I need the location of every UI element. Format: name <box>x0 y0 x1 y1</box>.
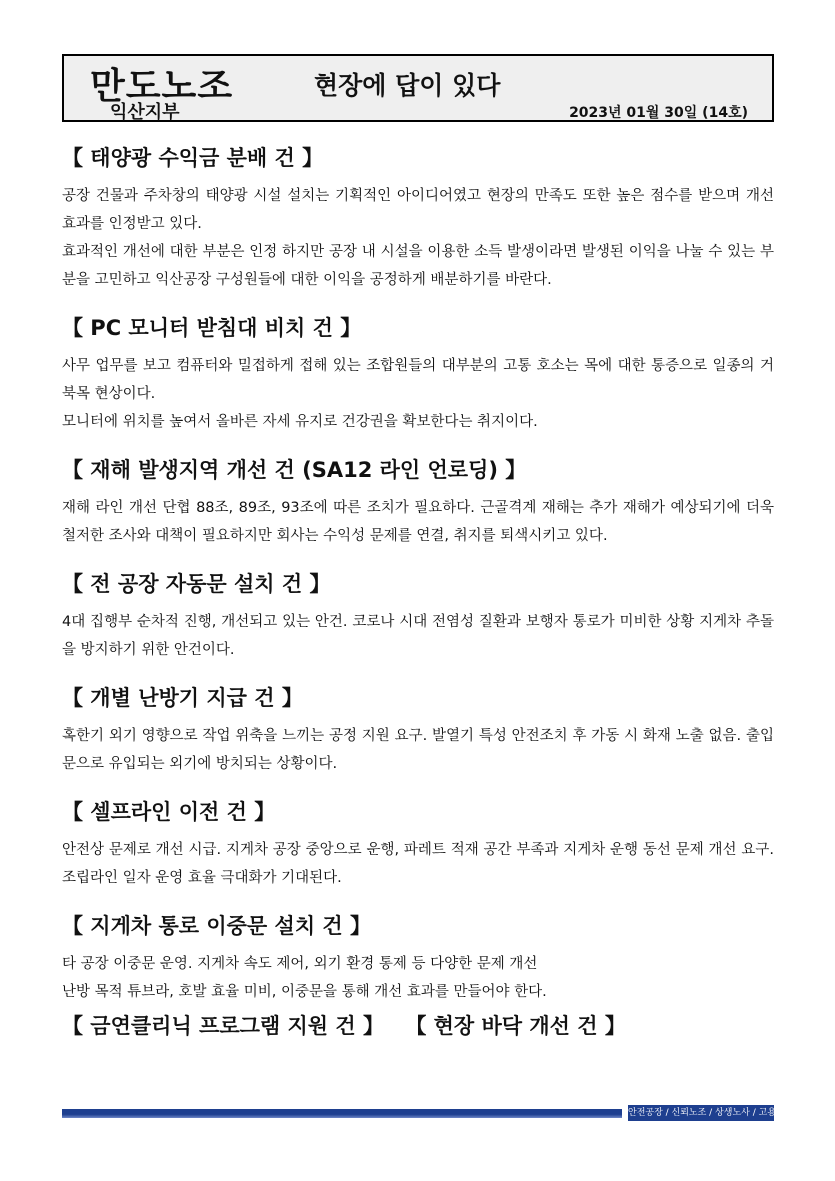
footer-bar <box>62 1109 622 1118</box>
section-heater <box>62 678 774 778</box>
section-auto-door <box>62 564 774 664</box>
section-heading: 【 재해 발생지역 개선 건 (SA12 라인 언로딩) 】 <box>62 458 527 482</box>
section-paragraph: 공장 건물과 주차창의 태양광 시설 설치는 기획적인 아이디어였고 현장의 만족도 또한 높은 점수를 받으며 개선 효과를 인정받고 있다. <box>62 188 774 232</box>
final-headings <box>62 1006 774 1046</box>
section-paragraph: 재해 라인 개선 단협 88조, 89조, 93조에 따른 조치가 필요하다. 근골격계 재해는 추가 재해가 예상되기에 더욱 철저한 조사와 대책이 필요하지만 회사는 수익성 문제를 연결, 취지를 퇴색시키고 있다. <box>62 500 774 544</box>
newsletter-header <box>62 54 774 122</box>
section-accident-area <box>62 450 774 550</box>
slogan: 현장에 답이 있다 <box>314 71 501 100</box>
branch-name: 익산지부 <box>110 102 180 123</box>
section-paragraph: 혹한기 외기 영향으로 작업 위축을 느끼는 공정 지원 요구. 발열기 특성 안전조치 후 가동 시 화재 노출 없음. 출입문으로 유입되는 외기에 방치되는 상황이다. <box>62 728 774 772</box>
section-heading: 【 개별 난방기 지급 건 】 <box>62 686 303 710</box>
section-paragraph: 사무 업무를 보고 컴퓨터와 밀접하게 접해 있는 조합원들의 대부분의 고통 호소는 목에 대한 통증으로 일종의 거북목 현상이다. <box>62 358 774 402</box>
section-heading: 【 전 공장 자동문 설치 건 】 <box>62 572 331 596</box>
section-monitor-stand <box>62 308 774 436</box>
section-paragraph: 효과적인 개선에 대한 부분은 인정 하지만 공장 내 시설을 이용한 소득 발생이라면 발생된 이익을 나눌 수 있는 부분을 고민하고 익산공장 구성원들에 대한 이익을 공정하게 배분하기를 바란다. <box>62 244 774 288</box>
section-paragraph: 4대 집행부 순차적 진행, 개선되고 있는 안건. 코로나 시대 전염성 질환과 보행자 통로가 미비한 상황 지게차 추돌을 방지하기 위한 안건이다. <box>62 614 774 658</box>
section-heading-smoking-clinic: 【 금연클리닉 프로그램 지원 건 】 <box>62 1014 384 1038</box>
section-heading: 【 태양광 수익금 분배 건 】 <box>62 146 324 170</box>
section-double-door <box>62 906 774 1006</box>
footer-tagline: 안전공장 / 신뢰노조 / 상생노사 / 고용안정 <box>628 1105 774 1121</box>
section-heading: 【 PC 모니터 받침대 비치 건 】 <box>62 316 362 340</box>
section-heading-floor: 【 현장 바닥 개선 건 】 <box>405 1014 626 1038</box>
org-name: 만도노조 <box>90 66 234 107</box>
section-solar-profit <box>62 138 774 294</box>
section-paragraph: 타 공장 이중문 운영. 지게차 속도 제어, 외기 환경 통제 등 다양한 문제 개선 <box>62 956 538 972</box>
section-self-line <box>62 792 774 892</box>
section-paragraph: 모니터에 위치를 높여서 올바른 자세 유지로 건강권을 확보한다는 취지이다. <box>62 414 538 430</box>
section-paragraph: 난방 목적 튜브라, 호발 효율 미비, 이중문을 통해 개선 효과를 만들어야 한다. <box>62 984 547 1000</box>
issue-date: 2023년 01월 30일 (14호) <box>569 105 748 121</box>
section-heading: 【 지게차 통로 이중문 설치 건 】 <box>62 914 372 938</box>
section-paragraph: 안전상 문제로 개선 시급. 지게차 공장 중앙으로 운행, 파레트 적재 공간 부족과 지게차 운행 동선 문제 개선 요구. 조립라인 일자 운영 효율 극대화가 기대된다. <box>62 842 774 886</box>
section-heading: 【 셀프라인 이전 건 】 <box>62 800 276 824</box>
article-body <box>62 138 774 1046</box>
